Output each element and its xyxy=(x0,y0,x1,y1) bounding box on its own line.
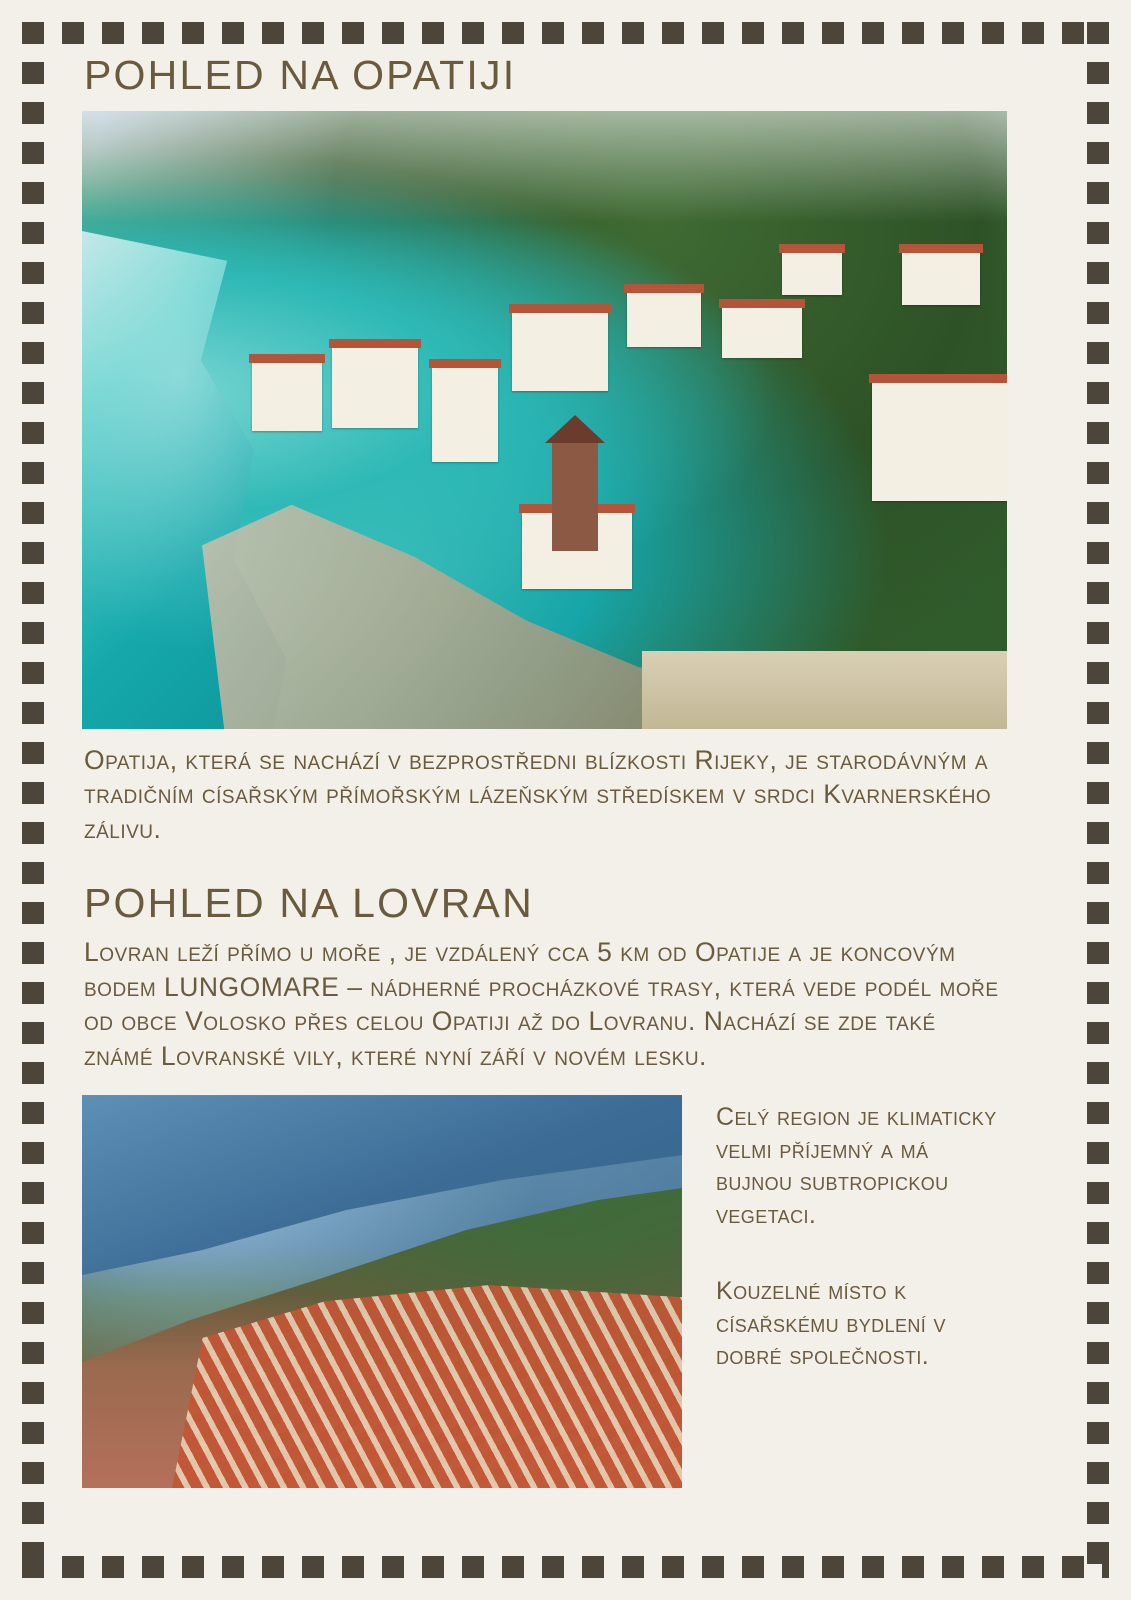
church-tower xyxy=(552,441,598,551)
building xyxy=(722,306,802,358)
page-content xyxy=(80,44,1010,1488)
dashed-border-left xyxy=(22,22,44,1578)
building xyxy=(332,346,418,428)
side-note-climate: Celý region je klimaticky velmi příjemný a má bujnou subtropickou vegetaci. xyxy=(716,1103,997,1229)
building xyxy=(252,361,322,431)
section-title-lovran: POHLED NA LOVRAN xyxy=(84,880,534,927)
section-title-opatija: POHLED NA OPATIJI xyxy=(84,52,517,98)
building xyxy=(782,251,842,295)
building xyxy=(512,311,608,391)
building xyxy=(432,366,498,462)
lovran-coast-photo xyxy=(82,1095,682,1488)
side-notes-column xyxy=(716,1095,1006,1373)
building xyxy=(627,291,701,347)
opatija-aerial-photo xyxy=(82,111,1007,729)
dashed-border-top xyxy=(22,22,1109,44)
dashed-border-right xyxy=(1087,22,1109,1578)
lovran-paragraph: Lovran leží přímo u moře , je vzdálený cca 5 km od Opatije a je koncovým bodem LUNGOMARE – nádherné procházkové trasy, která vede podél moře od obce Volosko přes celou Opatiji až do Lovranu. Nachází se zde také známé Lovranské vily, které nyní září v novém lesku. xyxy=(84,937,999,1071)
lovran-row xyxy=(80,1095,1010,1488)
opatija-paragraph: Opatija, která se nachází v bezprostředni blízkosti Rijeky, je starodávným a tradičním císařským přímořským lázeňským středískem v srdci Kvarnerského zálivu. xyxy=(84,745,992,844)
side-note-place: Kouzelné místo k císařskému bydlení v dobré společnosti. xyxy=(716,1277,946,1371)
building xyxy=(902,251,980,305)
building xyxy=(872,381,1007,501)
beach-area xyxy=(642,651,1007,729)
dashed-border-bottom xyxy=(22,1556,1109,1578)
